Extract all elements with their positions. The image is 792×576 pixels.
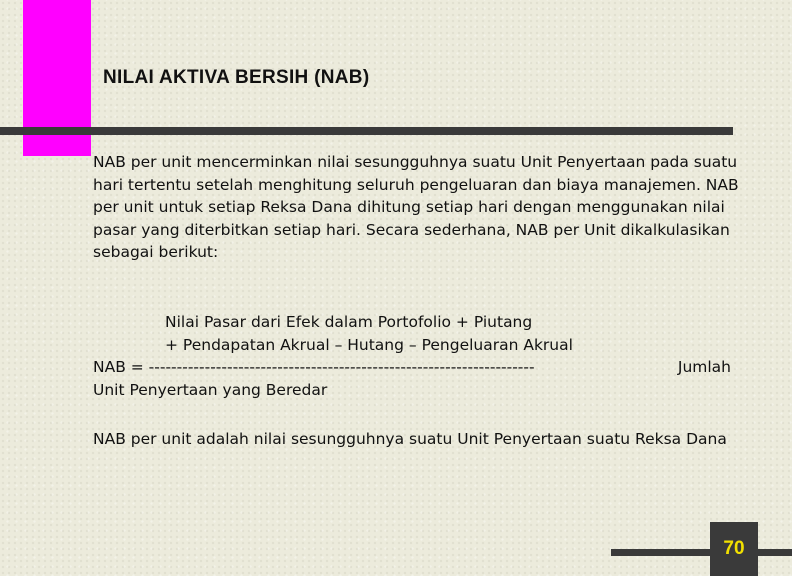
slide-title: NILAI AKTIVA BERSIH (NAB) (103, 67, 370, 88)
nab-formula (93, 311, 753, 401)
formula-denominator: Unit Penyertaan yang Beredar (93, 380, 328, 399)
body-paragraph: NAB per unit mencerminkan nilai sesungguhnya suatu Unit Penyertaan pada suatu hari tertentu setelah menghitung seluruh pengeluaran dan biaya manajemen. NAB per unit untuk setiap Reksa Dana dihitung setiap hari dengan menggunakan nilai pasar yang diterbitkan setiap hari. Secara sederhana, NAB per Unit dikalkulasikan sebagai berikut: (93, 153, 739, 261)
note-paragraph: NAB per unit adalah nilai sesungguhnya suatu Unit Penyertaan suatu Reksa Dana (93, 430, 727, 448)
formula-numerator-line-1: Nilai Pasar dari Efek dalam Portofolio + Piutang (165, 313, 533, 331)
title-divider (0, 127, 733, 135)
formula-fraction-line: NAB = --------------------------------------------------------------------- (93, 358, 535, 376)
formula-side-label: Jumlah (677, 358, 731, 376)
page-number: 70 (723, 538, 745, 559)
footer-divider (611, 549, 792, 556)
formula-numerator-line-2: + Pendapatan Akrual – Hutang – Pengeluaran Akrual (165, 335, 573, 354)
page-number-box (710, 522, 758, 576)
